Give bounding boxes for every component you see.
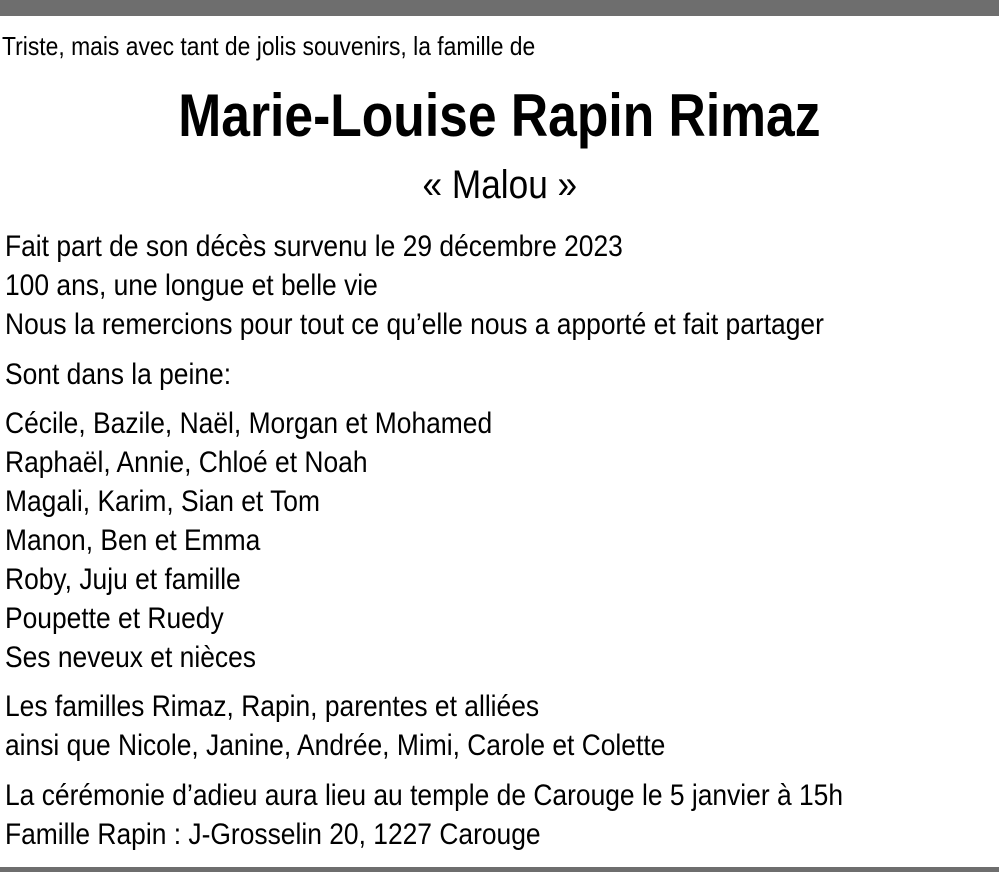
ceremony-line: La cérémonie d’adieu aura lieu au temple de Carouge le 5 janvier à 15h	[5, 779, 844, 812]
mourner-line: Cécile, Bazile, Naël, Morgan et Mohamed	[5, 407, 493, 440]
mourners-heading: Sont dans la peine:	[5, 358, 232, 391]
intro-line: Triste, mais avec tant de jolis souvenirs, la famille de	[2, 31, 536, 61]
mourners-heading-block	[5, 355, 262, 394]
mourner-line: Roby, Juju et famille	[5, 563, 241, 596]
mourner-line: Ses neveux et nièces	[5, 641, 256, 674]
bottom-border	[0, 867, 999, 872]
nickname	[0, 160, 999, 210]
nickname-text: « Malou »	[422, 163, 577, 207]
mourner-line: Manon, Ben et Emma	[5, 524, 261, 557]
mourners-list	[5, 404, 559, 677]
mourner-line: Poupette et Ruedy	[5, 602, 224, 635]
deceased-name-text: Marie-Louise Rapin Rimaz	[178, 82, 821, 149]
ceremony-block	[5, 776, 957, 854]
families-block	[5, 687, 755, 765]
families-line: ainsi que Nicole, Janine, Andrée, Mimi, Carole et Colette	[5, 729, 666, 762]
announcement-block	[5, 227, 936, 344]
families-line: Les familles Rimaz, Rapin, parentes et alliées	[5, 690, 540, 723]
mourner-line: Magali, Karim, Sian et Tom	[5, 485, 320, 518]
mourner-line: Raphaël, Annie, Chloé et Noah	[5, 446, 368, 479]
family-address-line: Famille Rapin : J-Grosselin 20, 1227 Carouge	[5, 818, 541, 851]
announcement-line: Fait part de son décès survenu le 29 décembre 2023	[5, 230, 623, 263]
deceased-name	[0, 80, 999, 152]
announcement-line: Nous la remercions pour tout ce qu’elle nous a apporté et fait partager	[5, 308, 824, 341]
announcement-line: 100 ans, une longue et belle vie	[5, 269, 378, 302]
